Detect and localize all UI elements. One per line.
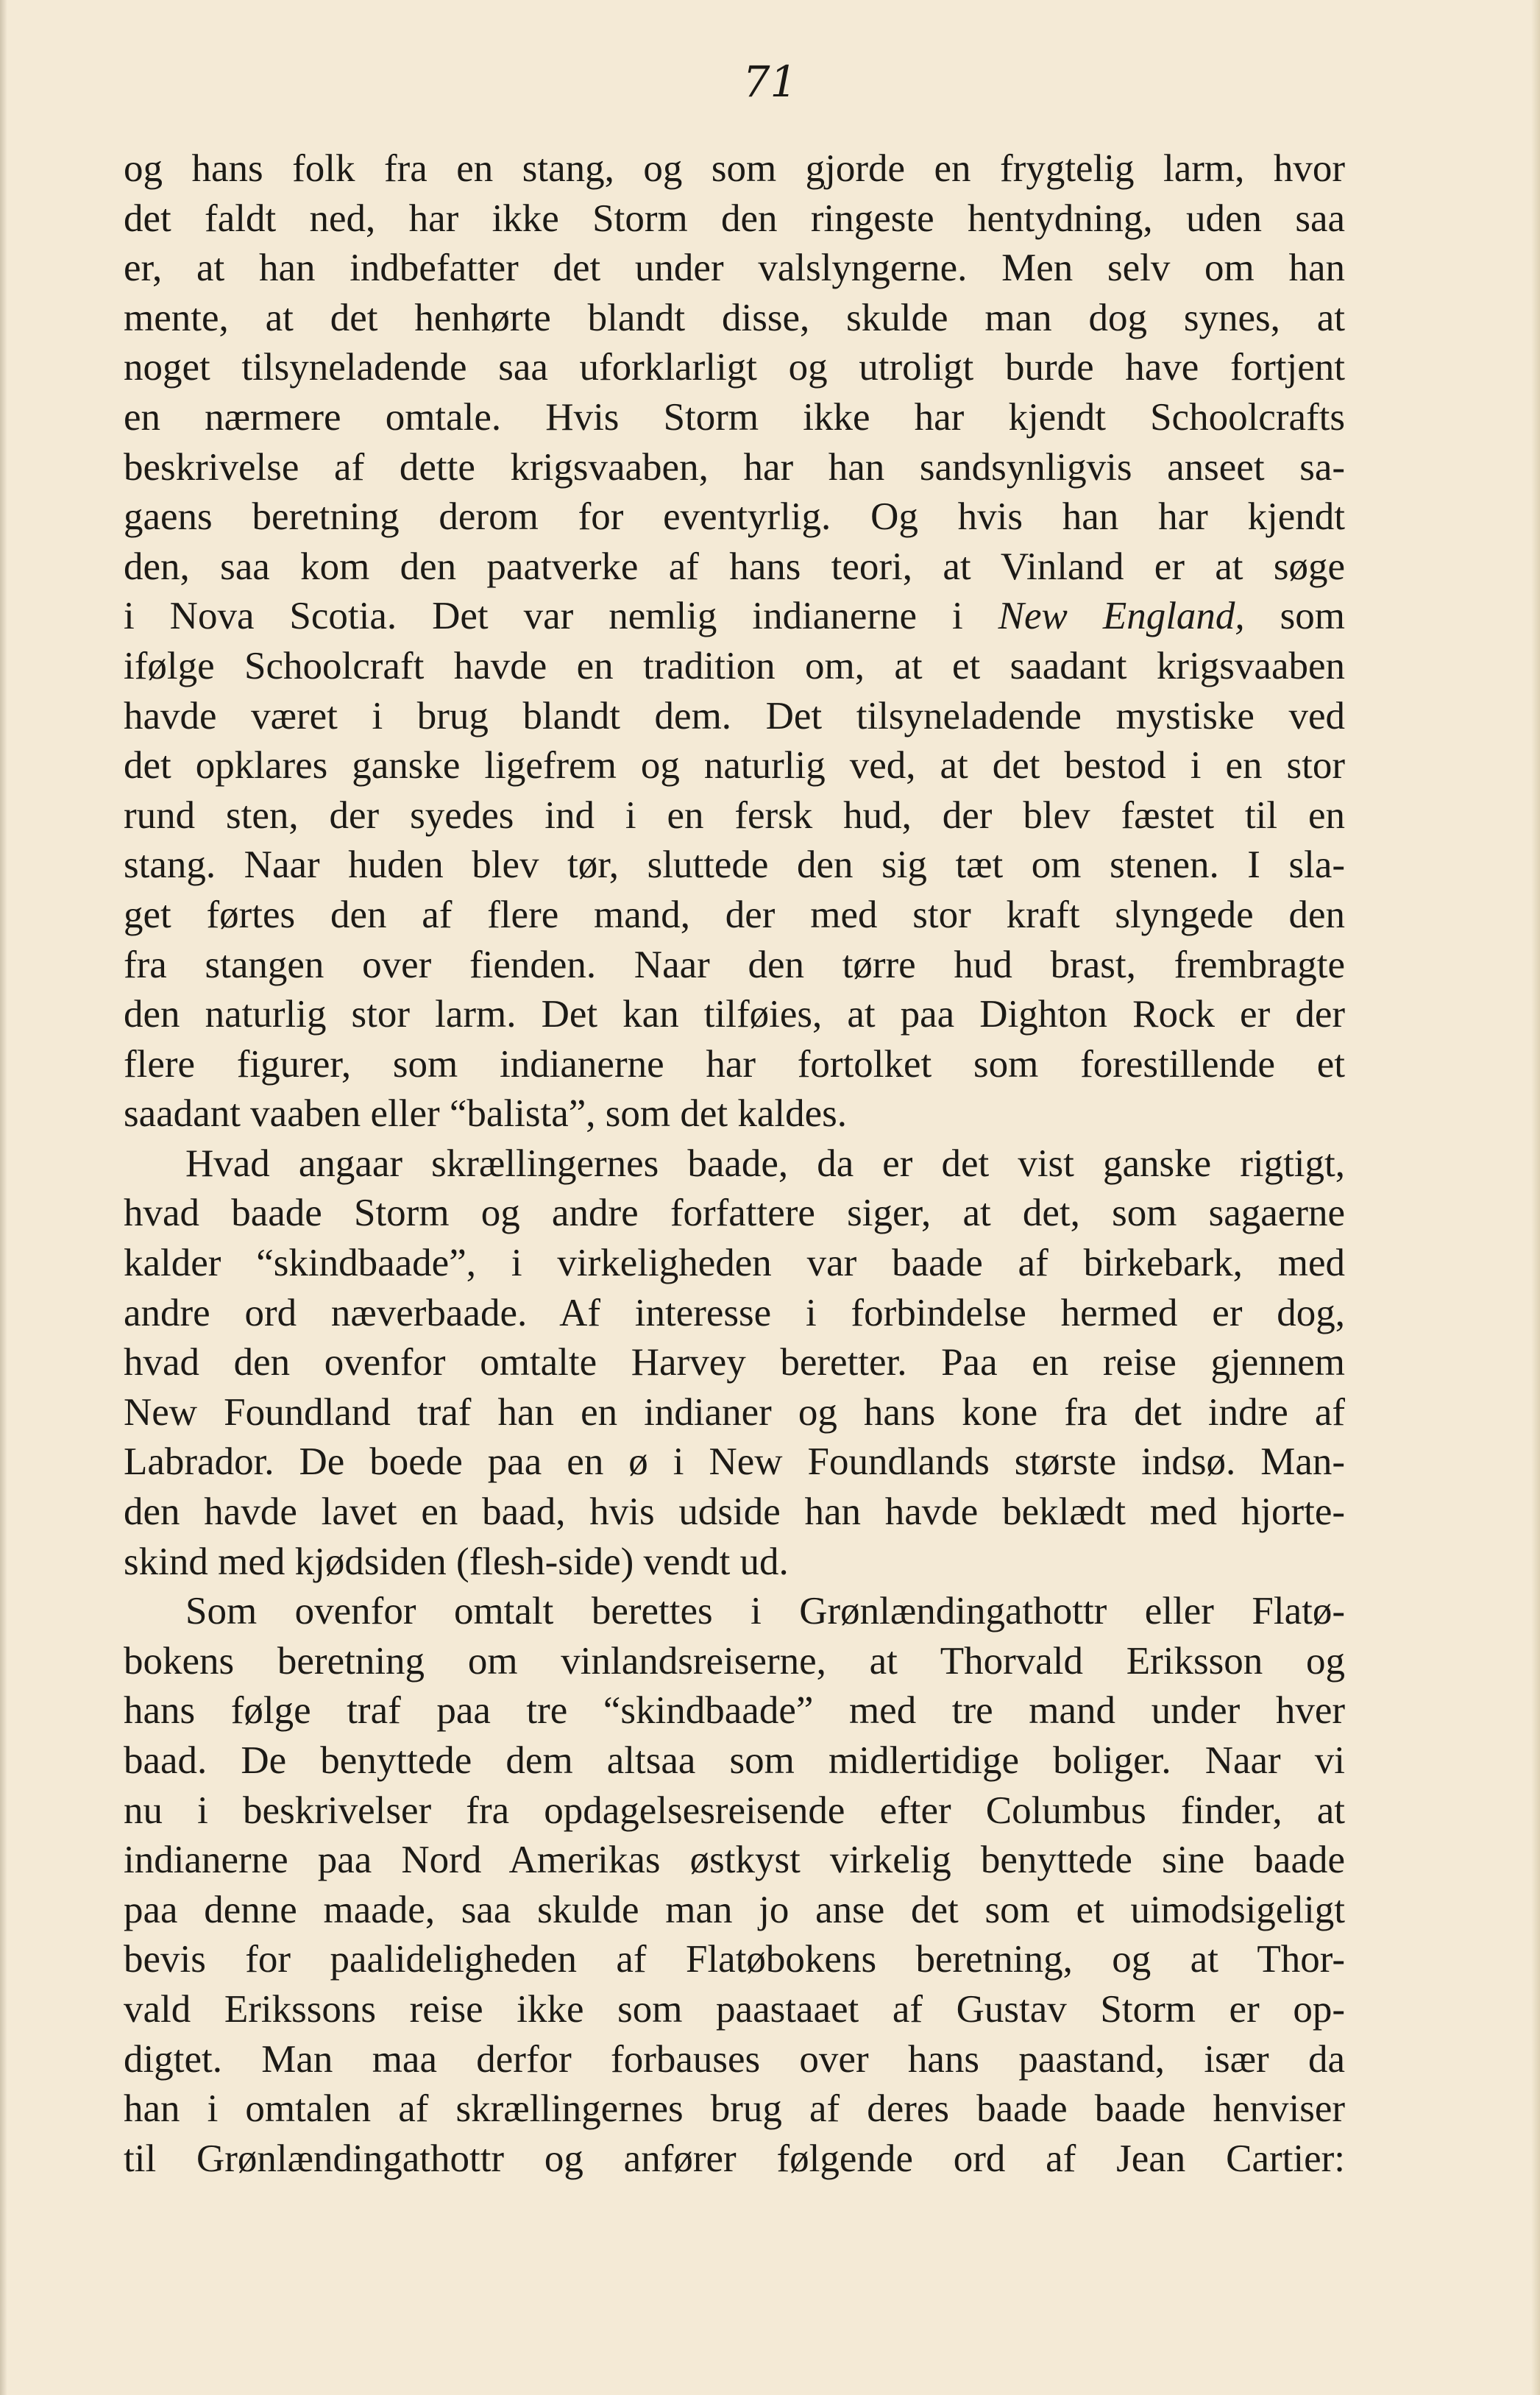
page-number: 71 bbox=[742, 57, 798, 107]
italic-place-name: New England, bbox=[998, 595, 1245, 638]
text-line: indianerne paa Nord Amerikas østkyst virkelig benyttede sine baade bbox=[124, 1839, 1345, 1882]
text-line: han i omtalen af skrællingernes brug af deres baade baade henviser bbox=[124, 2087, 1345, 2131]
text-line: havde været i brug blandt dem. Det tilsyneladende mystiske ved bbox=[124, 694, 1345, 737]
paragraph-start-line: Som ovenfor omtalt berettes i Grønlændingathottr eller Flatø- bbox=[185, 1590, 1345, 1633]
text-line: og hans folk fra en stang, og som gjorde en frygtelig larm, hvor bbox=[124, 147, 1345, 190]
text-line: det faldt ned, har ikke Storm den ringeste hentydning, uden saa bbox=[124, 197, 1345, 240]
text-line: rund sten, der syedes ind i en fersk hud, der blev fæstet til en bbox=[124, 793, 1345, 837]
text-line: paa denne maade, saa skulde man jo anse det som et uimodsigeligt bbox=[124, 1888, 1345, 1931]
text-line: det opklares ganske ligefrem og naturlig ved, at det bestod i en stor bbox=[124, 744, 1345, 788]
text-line: vald Erikssons reise ikke som paastaaet af Gustav Storm er op- bbox=[124, 1987, 1345, 2031]
text-line: get førtes den af flere mand, der med stor kraft slyngede den bbox=[124, 893, 1345, 936]
text-line: bevis for paalideligheden af Flatøbokens beretning, og at Thor- bbox=[124, 1938, 1345, 1981]
body-text bbox=[124, 144, 1345, 2184]
text-line: den havde lavet en baad, hvis udside han havde beklædt med hjorte- bbox=[124, 1490, 1345, 1534]
text-line: ifølge Schoolcraft havde en tradition om, at et saadant krigsvaaben bbox=[124, 644, 1345, 687]
text-line: andre ord næverbaade. Af interesse i forbindelse hermed er dog, bbox=[124, 1291, 1345, 1334]
text-line: kalder “skindbaade”, i virkeligheden var baade af birkebark, med bbox=[124, 1242, 1345, 1285]
text-line bbox=[124, 592, 1345, 642]
text-line: beskrivelse af dette krigsvaaben, har han sandsynligvis anseet sa- bbox=[124, 445, 1345, 489]
text-line: er, at han indbefatter det under valslyngerne. Men selv om han bbox=[124, 247, 1345, 290]
text-run: som bbox=[1244, 595, 1345, 638]
text-line: den naturlig stor larm. Det kan tilføies, at paa Dighton Rock er der bbox=[124, 993, 1345, 1036]
text-line: baad. De benyttede dem altsaa som midlertidige boliger. Naar vi bbox=[124, 1739, 1345, 1782]
text-line: gaens beretning derom for eventyrlig. Og hvis han har kjendt bbox=[124, 495, 1345, 539]
paragraph-end-line: saadant vaaben eller “balista”, som det kaldes. bbox=[124, 1092, 848, 1136]
text-line: bokens beretning om vinlandsreiserne, at Thorvald Eriksson og bbox=[124, 1639, 1345, 1683]
text-line: New Foundland traf han en indianer og hans kone fra det indre af bbox=[124, 1390, 1345, 1434]
text-line: den, saa kom den paatverke af hans teori, at Vinland er at søge bbox=[124, 545, 1345, 588]
text-line: hvad baade Storm og andre forfattere siger, at det, som sagaerne bbox=[124, 1192, 1345, 1235]
text-line: hvad den ovenfor omtalte Harvey beretter. Paa en reise gjennem bbox=[124, 1341, 1345, 1384]
text-line: nu i beskrivelser fra opdagelsesreisende efter Columbus finder, at bbox=[124, 1789, 1345, 1832]
page-left-edge-shadow bbox=[0, 0, 7, 2395]
page-right-edge-shadow bbox=[1531, 0, 1540, 2395]
text-line: en nærmere omtale. Hvis Storm ikke har kjendt Schoolcrafts bbox=[124, 395, 1345, 439]
text-line: flere figurer, som indianerne har fortolket som forestillende et bbox=[124, 1042, 1345, 1086]
text-line: noget tilsyneladende saa uforklarligt og utroligt burde have fortjent bbox=[124, 346, 1345, 389]
text-line: til Grønlændingathottr og anfører følgende ord af Jean Cartier: bbox=[124, 2137, 1345, 2180]
text-line: fra stangen over fienden. Naar den tørre hud brast, frembragte bbox=[124, 943, 1345, 986]
paragraph-end-line: skind med kjødsiden (flesh-side) vendt ud. bbox=[124, 1540, 789, 1583]
text-line: stang. Naar huden blev tør, sluttede den sig tæt om stenen. I sla- bbox=[124, 843, 1345, 887]
text-line: mente, at det henhørte blandt disse, skulde man dog synes, at bbox=[124, 296, 1345, 339]
text-line: Labrador. De boede paa en ø i New Foundlands største indsø. Man- bbox=[124, 1440, 1345, 1484]
text-run: i Nova Scotia. Det var nemlig indianerne i bbox=[124, 595, 998, 638]
paragraph-start-line: Hvad angaar skrællingernes baade, da er det vist ganske rigtigt, bbox=[185, 1142, 1345, 1185]
text-line: digtet. Man maa derfor forbauses over hans paastand, især da bbox=[124, 2037, 1345, 2081]
text-line: hans følge traf paa tre “skindbaade” med tre mand under hver bbox=[124, 1689, 1345, 1733]
